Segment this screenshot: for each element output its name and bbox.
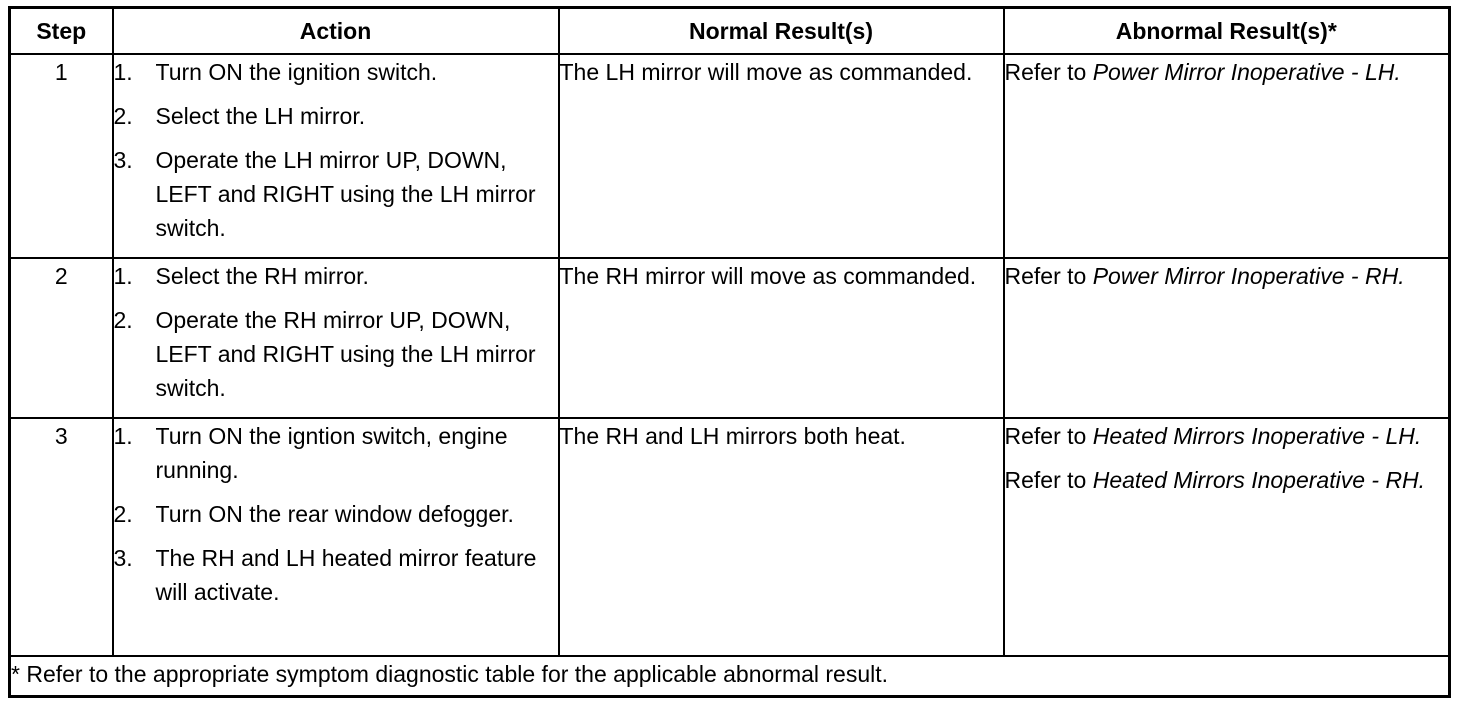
table-row	[10, 418, 1450, 656]
step-number: 2	[10, 258, 113, 418]
normal-result: The RH and LH mirrors both heat.	[559, 418, 1004, 656]
action-item	[114, 55, 558, 89]
action-list	[114, 419, 558, 609]
action-cell	[113, 258, 559, 418]
action-number: 2.	[113, 103, 133, 129]
action-text: Turn ON the ignition switch.	[155, 59, 438, 85]
step-number: 1	[10, 54, 113, 258]
action-text: Turn ON the rear window defogger.	[155, 501, 514, 527]
action-text: Operate the RH mirror UP, DOWN, LEFT and RIGHT using the LH mirror switch.	[155, 307, 536, 401]
header-abnormal-results: Abnormal Result(s)*	[1004, 8, 1450, 55]
reference-link[interactable]: Heated Mirrors Inoperative - RH.	[1092, 467, 1426, 493]
action-list	[114, 55, 558, 245]
header-action: Action	[113, 8, 559, 55]
action-item	[114, 497, 558, 531]
reference-link[interactable]: Power Mirror Inoperative - RH.	[1092, 263, 1405, 289]
refer-prefix: Refer to	[1004, 423, 1093, 449]
normal-result: The LH mirror will move as commanded.	[559, 54, 1004, 258]
action-list	[114, 259, 558, 405]
abnormal-result	[1005, 259, 1449, 293]
action-item	[114, 99, 558, 133]
action-text: Select the RH mirror.	[155, 263, 369, 289]
footnote-row	[10, 656, 1450, 697]
action-text: The RH and LH heated mirror feature will activate.	[155, 545, 537, 605]
header-row	[10, 8, 1450, 55]
diagnostic-table	[8, 6, 1451, 698]
step-number: 3	[10, 418, 113, 656]
action-number: 1.	[113, 59, 133, 85]
action-item	[114, 303, 558, 405]
abnormal-result-cell	[1004, 418, 1450, 656]
action-item	[114, 143, 558, 245]
table-row	[10, 258, 1450, 418]
action-number: 3.	[113, 545, 133, 571]
action-cell	[113, 54, 559, 258]
footnote: * Refer to the appropriate symptom diagnostic table for the applicable abnormal result.	[10, 656, 1450, 697]
action-text: Select the LH mirror.	[155, 103, 366, 129]
header-step: Step	[10, 8, 113, 55]
action-text: Turn ON the igntion switch, engine running.	[155, 423, 508, 483]
action-number: 1.	[113, 263, 133, 289]
action-item	[114, 419, 558, 487]
action-text: Operate the LH mirror UP, DOWN, LEFT and RIGHT using the LH mirror switch.	[155, 147, 536, 241]
refer-prefix: Refer to	[1004, 467, 1093, 493]
action-number: 2.	[113, 501, 133, 527]
reference-link[interactable]: Heated Mirrors Inoperative - LH.	[1092, 423, 1422, 449]
action-item	[114, 541, 558, 609]
abnormal-result-cell	[1004, 258, 1450, 418]
abnormal-result	[1005, 419, 1449, 453]
action-number: 2.	[113, 307, 133, 333]
action-number: 1.	[113, 423, 133, 449]
action-number: 3.	[113, 147, 133, 173]
normal-result: The RH mirror will move as commanded.	[559, 258, 1004, 418]
abnormal-result	[1005, 463, 1449, 497]
refer-prefix: Refer to	[1004, 263, 1093, 289]
action-item	[114, 259, 558, 293]
abnormal-result-cell	[1004, 54, 1450, 258]
reference-link[interactable]: Power Mirror Inoperative - LH.	[1092, 59, 1401, 85]
header-normal-results: Normal Result(s)	[559, 8, 1004, 55]
refer-prefix: Refer to	[1004, 59, 1093, 85]
action-cell	[113, 418, 559, 656]
abnormal-result	[1005, 55, 1449, 89]
table-row	[10, 54, 1450, 258]
